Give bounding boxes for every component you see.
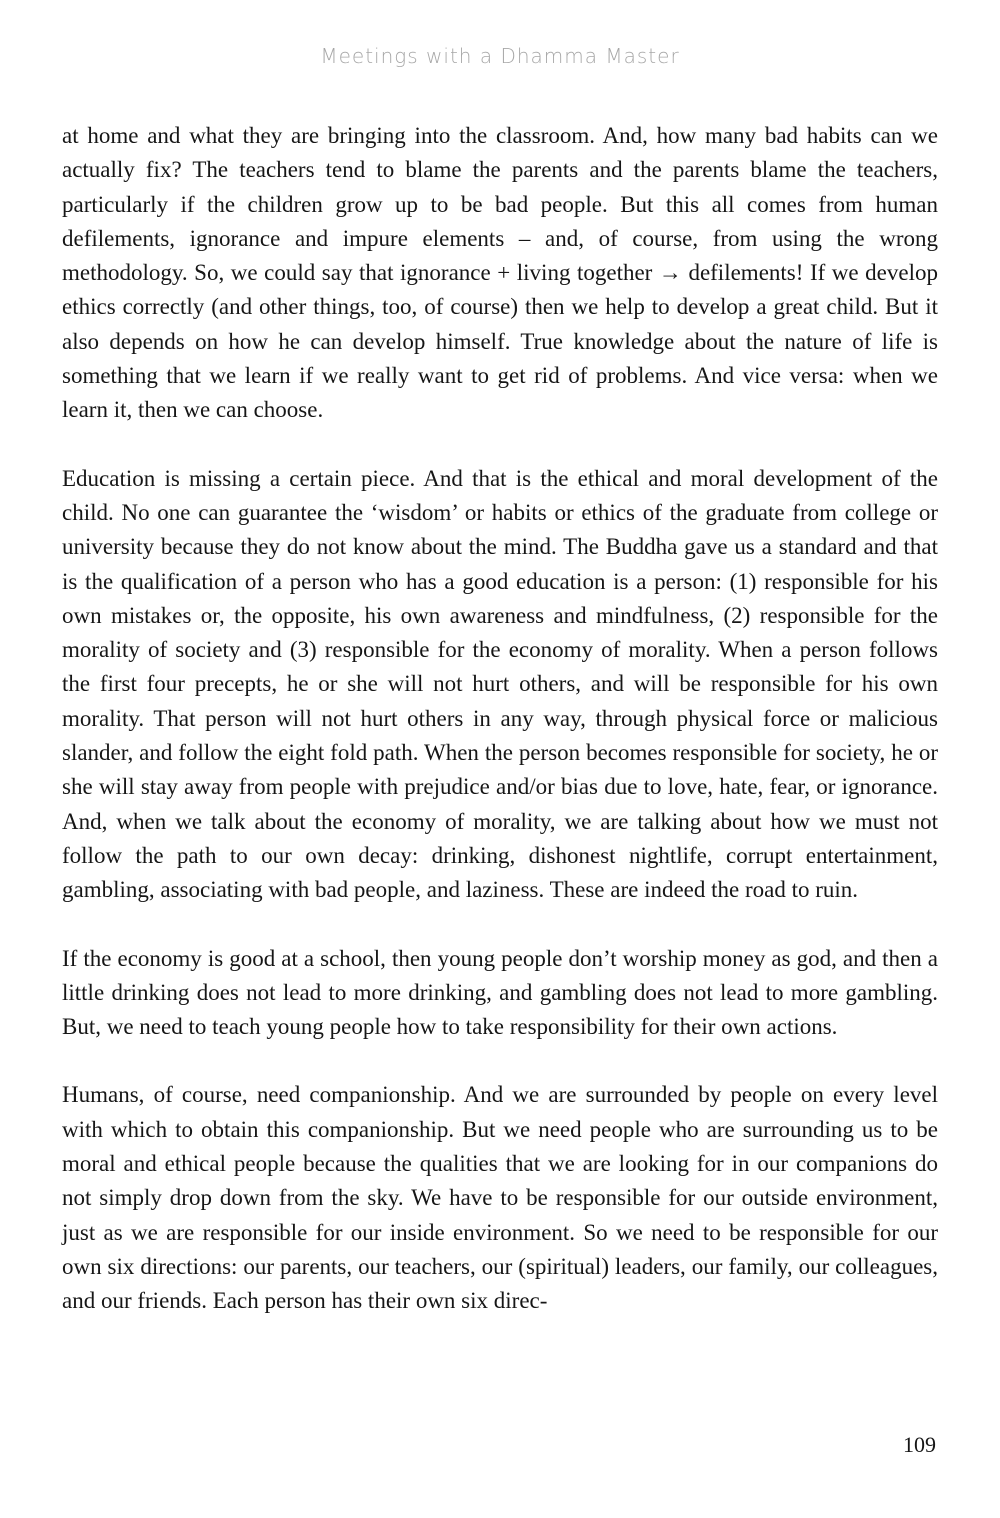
- running-header: Meetings with a Dhamma Master: [320, 44, 680, 68]
- paragraph-2: Education is missing a certain piece. And that is the ethical and moral development of the child. No one can guarantee the ‘wisdom’ or habits or ethics of the graduate from college or university because they do not know about the mind. The Buddha gave us a standard and that is the qualification of a person who has a good education is a person: (1) responsible for his own mistakes or, the opposite, his own awareness and mindfulness, (2) responsible for the morality of society and (3) responsible for the economy of morality. When a person follows the first four precepts, he or she will not hurt others, and will be responsible for his own morality. That person will not hurt others in any way, through physical force or malicious slander, and follow the eight fold path. When the person becomes responsible for society, he or she will stay away from people with prejudice and/or bias due to love, hate, fear, or ignorance. And, when we talk about the economy of morality, we are talking about how we must not follow the path to our own decay: drinking, dishonest nightlife, corrupt entertainment, gambling, associating with bad people, and laziness. These are indeed the road to ruin.: [62, 465, 938, 903]
- paragraph-1: at home and what they are bringing into the classroom. And, how many bad habits can we actually fix? The teachers tend to blame the parents and the parents blame the teachers, particularly if the children grow up to be bad people. But this all comes from human defilements, ignorance and impure elements – and, of course, from using the wrong methodology. So, we could say that ignorance + living together → defilements! If we develop ethics correctly (and other things, too, of course) then we help to develop a great child. But it also depends on how he can develop himself. True knowledge about the nature of life is something that we learn if we really want to get rid of problems. And vice versa: when we learn it, then we can choose.: [62, 123, 938, 423]
- body-text: [62, 119, 938, 1353]
- paragraph-3: If the economy is good at a school, then young people don’t worship money as god, and then a little drinking does not lead to more drinking, and gambling does not lead to more gambling. But, we need to teach young people how to take responsibility for their own actions.: [62, 945, 938, 1040]
- page-number: 109: [903, 1432, 936, 1457]
- paragraph-4: Humans, of course, need companionship. And we are surrounded by people on every level with which to obtain this companionship. But we need people who are surrounding us to be moral and ethical people because the qualities that we are looking for in our companions do not simply drop down from the sky. We have to be responsible for our outside environment, just as we are responsible for our inside environment. So we need to be responsible for our own six directions: our parents, our teachers, our (spiritual) leaders, our family, our colleagues, and our friends. Each person has their own six direc-: [62, 1082, 938, 1314]
